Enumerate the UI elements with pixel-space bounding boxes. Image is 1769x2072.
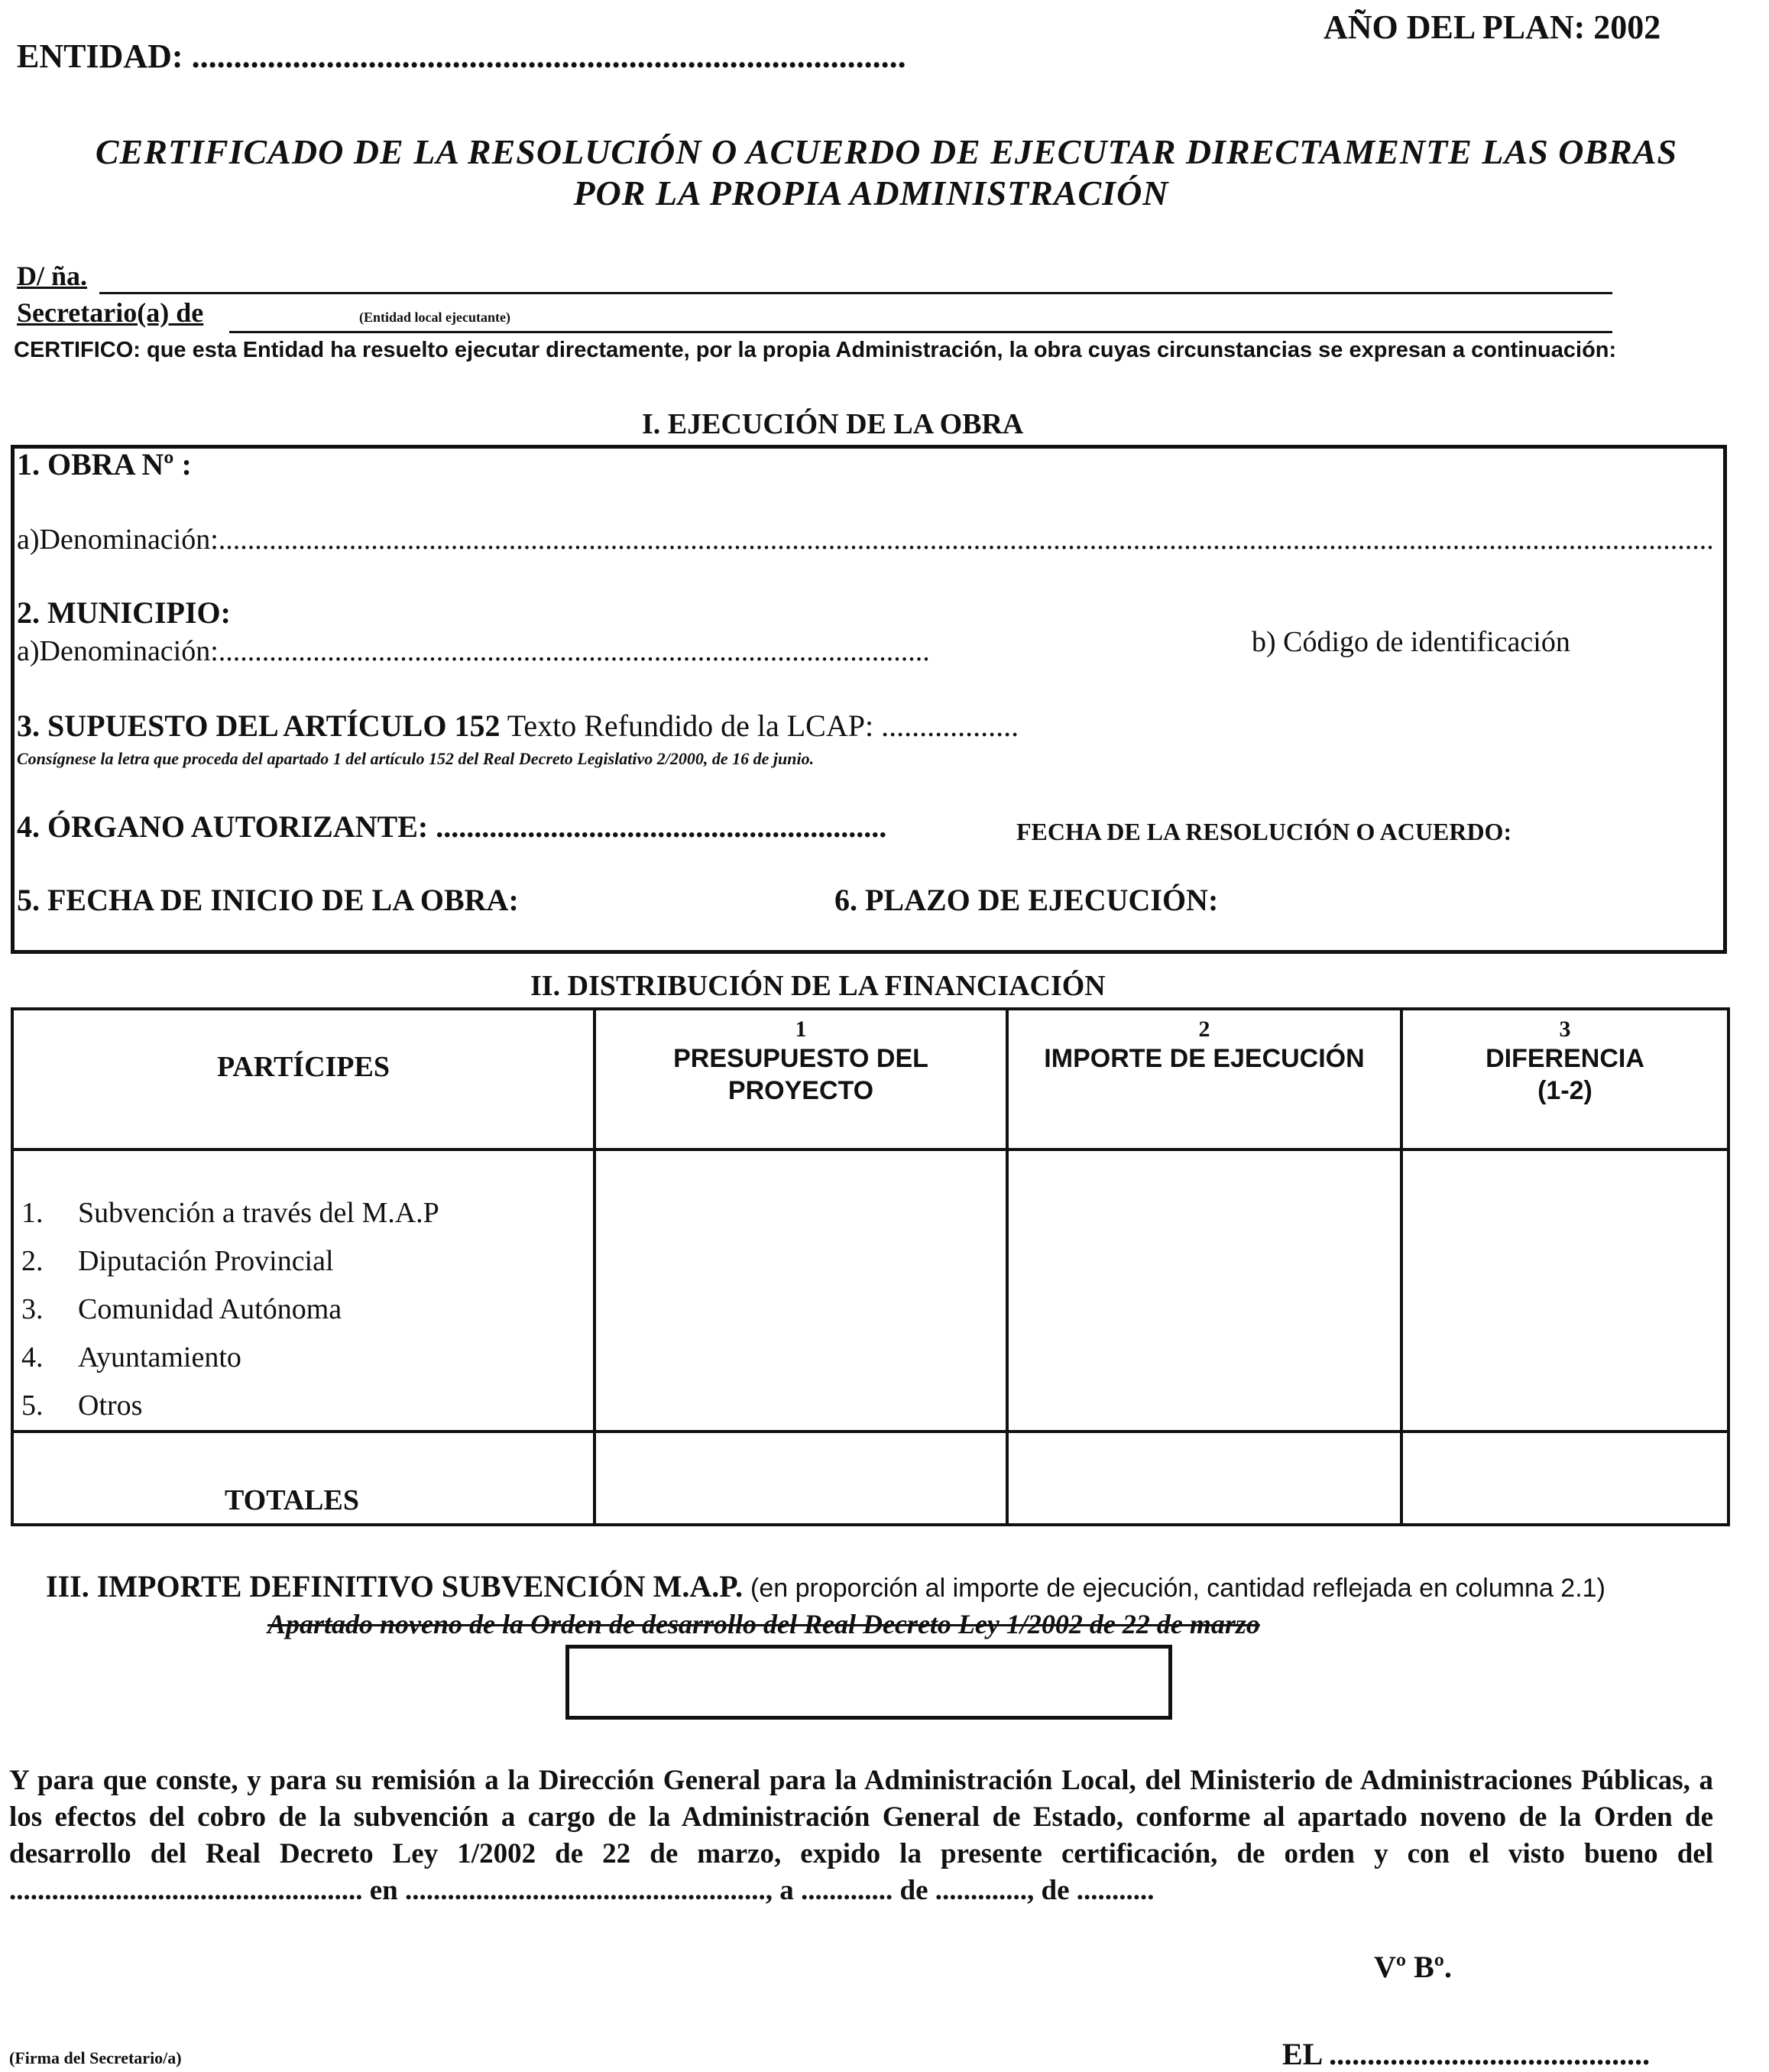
section-1-heading: I. EJECUCIÓN DE LA OBRA: [642, 408, 1024, 440]
secretario-label: Secretario(a) de: [17, 297, 204, 328]
supuesto-label: 3. SUPUESTO DEL ARTÍCULO 152: [17, 709, 501, 743]
list-item: 1. Subvención a través del M.A.P: [21, 1197, 439, 1229]
list-item: 3. Comunidad Autónoma: [21, 1293, 342, 1325]
certifico-statement: CERTIFICO: que esta Entidad ha resuelto ejecutar directamente, por la propia Administración, la obra cuyas circunstancias se expresan a continuación:: [14, 338, 1617, 362]
supuesto-articulo-field: [17, 708, 1019, 744]
document-title-line1: CERTIFICADO DE LA RESOLUCIÓN O ACUERDO DE EJECUTAR DIRECTAMENTE LAS OBRAS: [95, 132, 1678, 171]
col-importe-header: 2 IMPORTE DE EJECUCIÓN: [1007, 1009, 1401, 1149]
totals-row: [12, 1432, 1729, 1525]
presupuesto-cell[interactable]: [595, 1149, 1007, 1432]
totales-label-cell: TOTALES: [12, 1432, 595, 1525]
dna-fill-line: [99, 292, 1612, 294]
section-3-note: (en proporción al importe de ejecución, cantidad reflejada en columna 2.1): [750, 1574, 1605, 1603]
list-item: 5. Otros: [21, 1389, 143, 1422]
obra-denominacion-field: a)Denominación:..............................................................................................................................................................................................................: [17, 524, 1714, 556]
section-1-box: [11, 445, 1727, 954]
organo-autorizante-field: 4. ÓRGANO AUTORIZANTE: ...........................................................: [17, 809, 887, 844]
diferencia-cell[interactable]: [1401, 1149, 1729, 1432]
codigo-identificacion-label: b) Código de identificación: [1252, 626, 1570, 658]
obra-number-label: 1. OBRA Nº :: [17, 447, 192, 482]
importe-cell[interactable]: [1007, 1149, 1401, 1432]
fecha-inicio-label: 5. FECHA DE INICIO DE LA OBRA:: [17, 883, 519, 917]
section-2-heading: II. DISTRIBUCIÓN DE LA FINANCIACIÓN: [530, 970, 1106, 1002]
el-signature-field: EL ..........................................: [1282, 2037, 1651, 2071]
apartado-reference: Apartado noveno de la Orden de desarrollo del Real Decreto Ley 1/2002 de 22 de marzo: [267, 1609, 1260, 1639]
visto-bueno-label: Vº Bº.: [1374, 1950, 1452, 1984]
secretario-note: (Entidad local ejecutante): [359, 310, 510, 325]
importe-definitivo-box[interactable]: [565, 1645, 1172, 1720]
fecha-resolucion-label: FECHA DE LA RESOLUCIÓN O ACUERDO:: [1016, 818, 1512, 845]
firma-secretario-label: (Firma del Secretario/a): [9, 2048, 182, 2067]
municipio-label: 2. MUNICIPIO:: [17, 595, 231, 630]
dna-label: D/ ña.: [17, 261, 88, 291]
total-presupuesto-cell[interactable]: [595, 1432, 1007, 1525]
total-diferencia-cell[interactable]: [1401, 1432, 1729, 1525]
entidad-field: ENTIDAD: .....................................................................................: [17, 37, 906, 75]
secretario-fill-line: [229, 331, 1612, 333]
plazo-ejecucion-label: 6. PLAZO DE EJECUCIÓN:: [834, 883, 1219, 917]
table-row: [12, 1149, 1729, 1432]
section-3-heading: III. IMPORTE DEFINITIVO SUBVENCIÓN M.A.P. (en proporción al importe de ejecución, cantidad reflejada en columna 2.1): [46, 1569, 1605, 1603]
supuesto-tail: Texto Refundido de la LCAP: ..................: [500, 709, 1019, 743]
plan-year: AÑO DEL PLAN: 2002: [1324, 8, 1661, 46]
document-title-line2: POR LA PROPIA ADMINISTRACIÓN: [573, 173, 1169, 212]
supuesto-note: Consígnese la letra que proceda del apartado 1 del artículo 152 del Real Decreto Legislativo 2/2000, de 16 de junio.: [17, 749, 815, 768]
col-participes-header: PARTÍCIPES: [12, 1009, 595, 1149]
col-diferencia-header: 3 DIFERENCIA (1-2): [1401, 1009, 1729, 1149]
closing-paragraph: Y para que conste, y para su remisión a la Dirección General para la Administración Local, del Ministerio de Administraciones Públicas, a los efectos del cobro de la subvención a cargo de la Administración General de Estado, conforme al apartado noveno de la Orden de desarrollo del Real Decreto Ley 1/2002 de 22 de marzo, expido la presente certificación, de orden y con el visto bueno del .................................................. en ..................................................., a ............. de ............., de ...........: [9, 1765, 1713, 1906]
participes-cell: [12, 1149, 595, 1432]
col-presupuesto-header: 1 PRESUPUESTO DEL PROYECTO: [595, 1009, 1007, 1149]
financing-table: [11, 1007, 1730, 1526]
total-importe-cell[interactable]: [1007, 1432, 1401, 1525]
table-header-row: [12, 1009, 1729, 1149]
municipio-denominacion-field: a)Denominación:..................................................................................................: [17, 635, 930, 667]
list-item: 2. Diputación Provincial: [21, 1245, 334, 1277]
list-item: 4. Ayuntamiento: [21, 1341, 241, 1373]
